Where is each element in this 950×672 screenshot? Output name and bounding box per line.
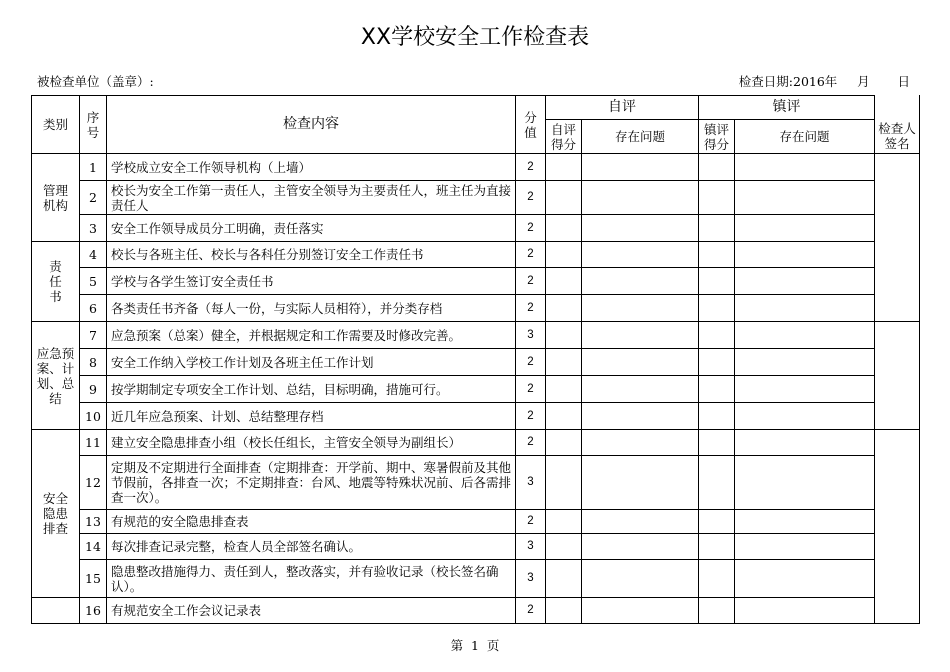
category-hazard-check: 安全隐患排查 [32,430,80,598]
town-score-cell[interactable] [699,430,735,456]
row-content: 有规范的安全隐患排查表 [107,510,516,534]
row-points: 3 [516,322,546,349]
self-score-cell[interactable] [546,154,582,181]
self-issues-cell[interactable] [582,534,699,560]
row-content: 应急预案（总案）健全，并根据规定和工作需要及时修改完善。 [107,322,516,349]
town-score-cell[interactable] [699,215,735,242]
table-row [32,349,920,376]
row-points: 2 [516,403,546,430]
self-score-cell[interactable] [546,349,582,376]
town-issues-cell[interactable] [735,215,875,242]
self-issues-cell[interactable] [582,376,699,403]
town-score-cell[interactable] [699,295,735,322]
row-seq: 1 [80,154,107,181]
town-score-cell[interactable] [699,598,735,624]
row-seq: 15 [80,560,107,598]
row-seq: 13 [80,510,107,534]
header-row-top [32,96,920,120]
self-issues-cell[interactable] [582,295,699,322]
town-issues-cell[interactable] [735,430,875,456]
row-points: 2 [516,154,546,181]
header-self-issues: 存在问题 [582,120,699,154]
town-issues-cell[interactable] [735,560,875,598]
inspector-signature-cell[interactable] [875,430,920,624]
row-points: 2 [516,295,546,322]
row-seq: 16 [80,598,107,624]
town-score-cell[interactable] [699,322,735,349]
self-issues-cell[interactable] [582,456,699,510]
row-seq: 12 [80,456,107,510]
header-category: 类别 [32,96,80,154]
category-responsibility: 责任书 [32,242,80,322]
inspection-table [31,95,920,624]
header-seq: 序号 [80,96,107,154]
row-points: 2 [516,376,546,403]
town-issues-cell[interactable] [735,456,875,510]
town-issues-cell[interactable] [735,510,875,534]
self-score-cell[interactable] [546,598,582,624]
row-points: 3 [516,456,546,510]
row-points: 2 [516,598,546,624]
self-issues-cell[interactable] [582,430,699,456]
row-seq: 8 [80,349,107,376]
inspected-unit-label: 被检查单位（盖章）: [37,74,154,89]
self-issues-cell[interactable] [582,154,699,181]
town-score-cell[interactable] [699,534,735,560]
row-points: 2 [516,510,546,534]
self-score-cell[interactable] [546,376,582,403]
row-content: 每次排查记录完整，检查人员全部签名确认。 [107,534,516,560]
self-score-cell[interactable] [546,181,582,215]
self-score-cell[interactable] [546,242,582,268]
row-points: 3 [516,560,546,598]
category-emergency-plan: 应急预案、计划、总结 [32,322,80,430]
table-row [32,154,920,181]
row-seq: 10 [80,403,107,430]
table-row [32,376,920,403]
self-score-cell[interactable] [546,295,582,322]
self-issues-cell[interactable] [582,268,699,295]
self-score-cell[interactable] [546,510,582,534]
row-content: 安全工作纳入学校工作计划及各班主任工作计划 [107,349,516,376]
self-score-cell[interactable] [546,403,582,430]
header-content: 检查内容 [107,96,516,154]
town-issues-cell[interactable] [735,403,875,430]
table-row [32,510,920,534]
table-row [32,242,920,268]
town-issues-cell[interactable] [735,376,875,403]
table-row [32,430,920,456]
row-content: 定期及不定期进行全面排查（定期排查：开学前、期中、寒暑假前及其他节假前，各排查一次；不定期排查：台风、地震等特殊状况前、后各需排查一次）。 [107,456,516,510]
self-issues-cell[interactable] [582,403,699,430]
row-points: 2 [516,268,546,295]
row-points: 2 [516,242,546,268]
town-score-cell[interactable] [699,376,735,403]
row-seq: 6 [80,295,107,322]
row-content: 校长为安全工作第一责任人，主管安全领导为主要责任人，班主任为直接责任人 [107,181,516,215]
row-points: 2 [516,430,546,456]
category-management: 管理机构 [32,154,80,242]
self-issues-cell[interactable] [582,598,699,624]
row-content: 安全工作领导成员分工明确，责任落实 [107,215,516,242]
table-row [32,456,920,510]
table-row [32,215,920,242]
town-issues-cell[interactable] [735,349,875,376]
town-score-cell[interactable] [699,403,735,430]
row-points: 2 [516,181,546,215]
row-content: 学校与各学生签订安全责任书 [107,268,516,295]
self-score-cell[interactable] [546,560,582,598]
town-score-cell[interactable] [699,560,735,598]
row-seq: 5 [80,268,107,295]
inspector-signature-cell[interactable] [875,154,920,322]
row-content: 按学期制定专项安全工作计划、总结，目标明确，措施可行。 [107,376,516,403]
self-score-cell[interactable] [546,268,582,295]
self-issues-cell[interactable] [582,181,699,215]
header-self-score: 自评得分 [546,120,582,154]
table-row [32,560,920,598]
row-content: 各类责任书齐备（每人一份，与实际人员相符），并分类存档 [107,295,516,322]
town-score-cell[interactable] [699,242,735,268]
header-town-issues: 存在问题 [735,120,875,154]
row-seq: 4 [80,242,107,268]
inspector-signature-cell[interactable] [875,322,920,430]
table-row [32,598,920,624]
row-seq: 7 [80,322,107,349]
header-points: 分值 [516,96,546,154]
row-seq: 11 [80,430,107,456]
header-inspector: 检查人签名 [875,96,920,154]
table-row [32,534,920,560]
row-content: 学校成立安全工作领导机构（上墙） [107,154,516,181]
header-town-score: 镇评得分 [699,120,735,154]
row-seq: 2 [80,181,107,215]
inspection-date-label: 检查日期:2016年 月 日 [738,74,910,89]
header-town-eval: 镇评 [699,96,875,120]
table-row [32,268,920,295]
row-points: 2 [516,349,546,376]
row-content: 校长与各班主任、校长与各科任分别签订安全工作责任书 [107,242,516,268]
row-seq: 9 [80,376,107,403]
self-score-cell[interactable] [546,534,582,560]
row-content: 建立安全隐患排查小组（校长任组长，主管安全领导为副组长） [107,430,516,456]
town-score-cell[interactable] [699,456,735,510]
table-row [32,322,920,349]
row-seq: 14 [80,534,107,560]
row-content: 隐患整改措施得力、责任到人，整改落实，并有验收记录（校长签名确认）。 [107,560,516,598]
town-issues-cell[interactable] [735,181,875,215]
town-score-cell[interactable] [699,181,735,215]
self-issues-cell[interactable] [582,322,699,349]
self-issues-cell[interactable] [582,510,699,534]
page-number: 第 1 页 [450,638,500,653]
town-issues-cell[interactable] [735,268,875,295]
row-points: 2 [516,215,546,242]
row-points: 3 [516,534,546,560]
table-row [32,295,920,322]
self-issues-cell[interactable] [582,242,699,268]
header-self-eval: 自评 [546,96,699,120]
self-issues-cell[interactable] [582,349,699,376]
table-row [32,403,920,430]
town-score-cell[interactable] [699,154,735,181]
town-score-cell[interactable] [699,510,735,534]
town-issues-cell[interactable] [735,534,875,560]
row-content: 有规范安全工作会议记录表 [107,598,516,624]
town-issues-cell[interactable] [735,295,875,322]
row-seq: 3 [80,215,107,242]
self-issues-cell[interactable] [582,560,699,598]
town-issues-cell[interactable] [735,242,875,268]
page-title: XX学校安全工作检查表 [360,25,590,50]
town-issues-cell[interactable] [735,322,875,349]
self-score-cell[interactable] [546,430,582,456]
town-issues-cell[interactable] [735,154,875,181]
self-score-cell[interactable] [546,215,582,242]
town-score-cell[interactable] [699,268,735,295]
category-next-cell [32,598,80,624]
self-score-cell[interactable] [546,322,582,349]
row-content: 近几年应急预案、计划、总结整理存档 [107,403,516,430]
table-row [32,181,920,215]
self-score-cell[interactable] [546,456,582,510]
town-issues-cell[interactable] [735,598,875,624]
town-score-cell[interactable] [699,349,735,376]
self-issues-cell[interactable] [582,215,699,242]
